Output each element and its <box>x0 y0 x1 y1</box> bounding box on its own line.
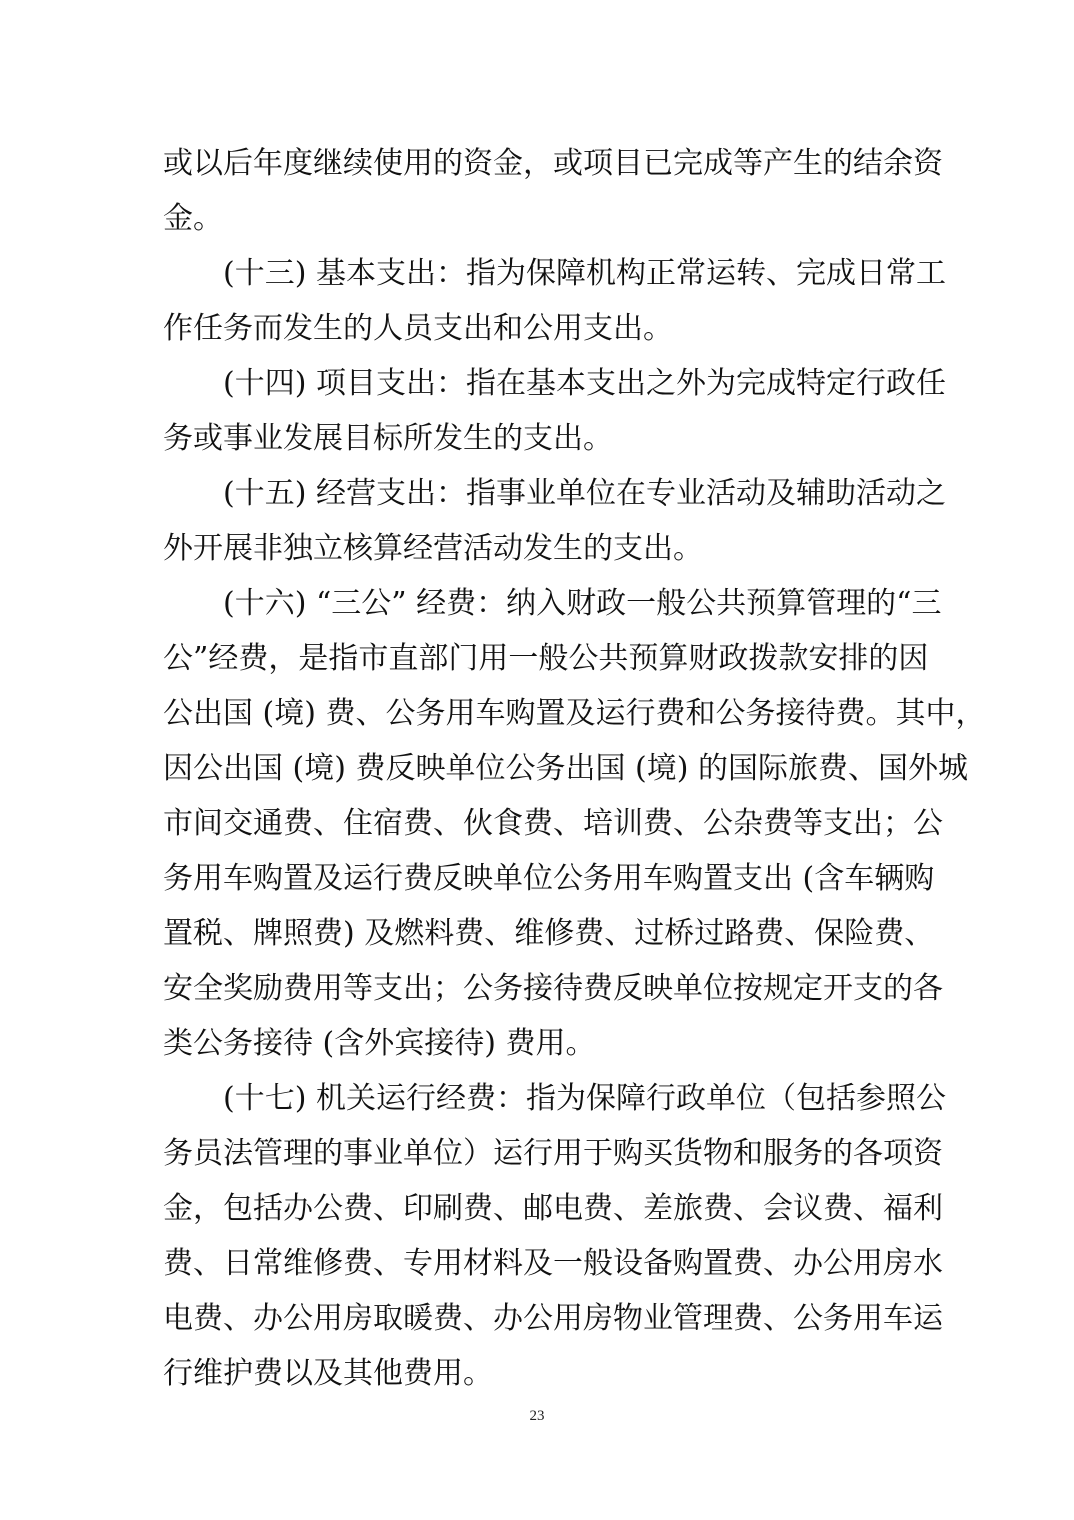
text-line: 电费、办公用房取暖费、办公用房物业管理费、公务用车运 <box>163 1301 943 1336</box>
text-line: (十七) 机关运行经费：指为保障行政单位（包括参照公 <box>163 1081 946 1116</box>
text-line: 务用车购置及运行费反映单位公务用车购置支出 (含车辆购 <box>163 861 935 896</box>
text-line: 金。 <box>163 201 223 236</box>
text-line: 安全奖励费用等支出；公务接待费反映单位按规定开支的各 <box>163 971 943 1006</box>
text-line: 类公务接待 (含外宾接待) 费用。 <box>163 1026 596 1061</box>
text-line: (十四) 项目支出：指在基本支出之外为完成特定行政任 <box>163 366 946 401</box>
text-line: 金，包括办公费、印刷费、邮电费、差旅费、会议费、福利 <box>163 1191 943 1226</box>
text-line: 因公出国 (境) 费反映单位公务出国 (境) 的国际旅费、国外城 <box>163 751 968 786</box>
text-line: 费、日常维修费、专用材料及一般设备购置费、办公用房水 <box>163 1246 943 1281</box>
page-number: 23 <box>529 1408 545 1424</box>
text-line: 行维护费以及其他费用。 <box>163 1356 493 1391</box>
text-line: 或以后年度继续使用的资金，或项目已完成等产生的结余资 <box>163 146 943 181</box>
text-line: 作任务而发生的人员支出和公用支出。 <box>163 311 673 346</box>
text-line: 外开展非独立核算经营活动发生的支出。 <box>163 531 703 566</box>
text-line: 公出国 (境) 费、公务用车购置及运行费和公务接待费。其中， <box>163 696 986 731</box>
text-line: 置税、牌照费) 及燃料费、维修费、过桥过路费、保险费、 <box>163 916 935 951</box>
text-line: 务或事业发展目标所发生的支出。 <box>163 421 613 456</box>
document-body <box>163 136 986 1401</box>
text-line: (十五) 经营支出：指事业单位在专业活动及辅助活动之 <box>163 476 946 511</box>
text-line: (十三) 基本支出：指为保障机构正常运转、完成日常工 <box>163 256 946 291</box>
text-line: 务员法管理的事业单位）运行用于购买货物和服务的各项资 <box>163 1136 943 1171</box>
text-line: (十六) “三公” 经费：纳入财政一般公共预算管理的“三 <box>163 586 942 621</box>
text-line: 市间交通费、住宿费、伙食费、培训费、公杂费等支出；公 <box>163 806 943 841</box>
text-line: 公”经费，是指市直部门用一般公共预算财政拨款安排的因 <box>163 641 929 676</box>
